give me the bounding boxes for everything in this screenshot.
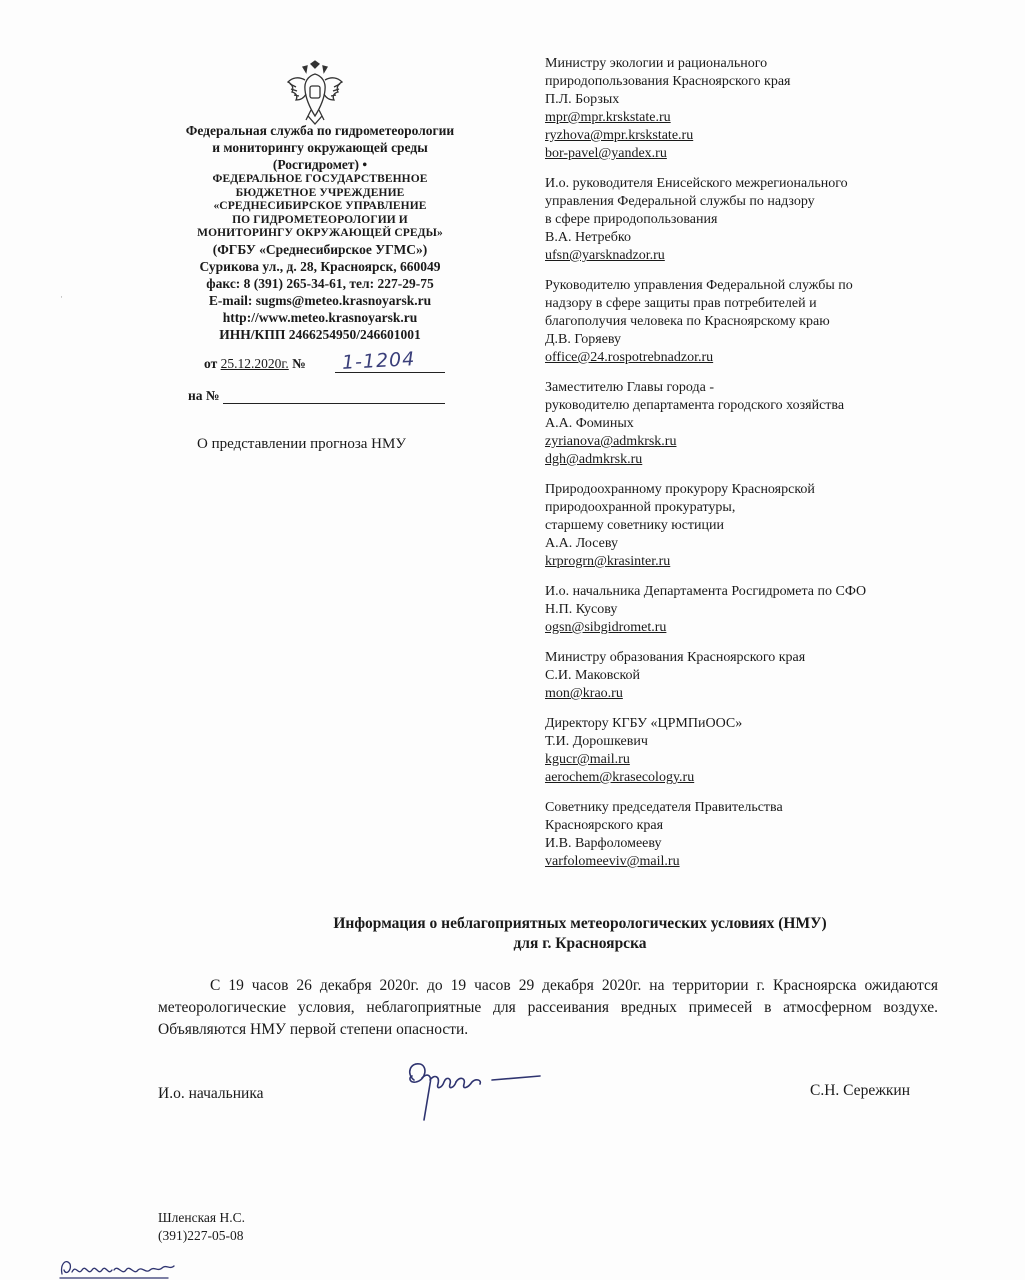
- addressee-email: mpr@mpr.krskstate.ru: [545, 110, 671, 125]
- addressee-line: А.А. Лосеву: [545, 536, 618, 551]
- addressee-line: И.В. Варфоломееву: [545, 836, 662, 851]
- addressee-line: Красноярского края: [545, 818, 664, 833]
- addressee-email: zyrianova@admkrsk.ru: [545, 434, 677, 449]
- addressee-block: [545, 481, 945, 571]
- org-name-line2: и мониторингу окружающей среды: [212, 140, 428, 155]
- addressee-list: [545, 55, 945, 883]
- addressee-line: И.о. руководителя Енисейского межрегионального: [545, 176, 848, 191]
- handwritten-signature: [400, 1050, 550, 1125]
- addressee-email: dgh@admkrsk.ru: [545, 452, 643, 467]
- addressee-block: [545, 277, 945, 367]
- addressee-line: И.о. начальника Департамента Росгидромета по СФО: [545, 584, 867, 599]
- letter-date-line: [204, 356, 306, 372]
- addressee-block: [545, 55, 945, 163]
- signatory-title: И.о. начальника: [158, 1085, 264, 1102]
- addressee-email: office@24.rospotrebnadzor.ru: [545, 350, 714, 365]
- executor-info: [158, 1209, 245, 1245]
- addressee-line: Министру экологии и рационального: [545, 56, 768, 71]
- addressee-line: Руководителю управления Федеральной службы по: [545, 278, 853, 293]
- signatory-name: С.Н. Сережкин: [810, 1082, 911, 1099]
- addressee-line: В.А. Нетребко: [545, 230, 631, 245]
- na-label: на №: [188, 388, 220, 403]
- addressee-line: в сфере природопользования: [545, 212, 718, 227]
- addressee-block: [545, 175, 945, 265]
- addressee-line: П.Л. Борзых: [545, 92, 620, 107]
- sender-header: [150, 122, 490, 343]
- org-short-name: (ФГБУ «Среднесибирское УГМС»): [212, 241, 428, 257]
- addressee-line: Т.И. Дорошкевич: [545, 734, 648, 749]
- addressee-line: надзору в сфере защиты прав потребителей и: [545, 296, 817, 311]
- addressee-block: [545, 583, 945, 637]
- addressee-line: А.А. Фоминых: [545, 416, 634, 431]
- addressee-line: Заместителю Главы города -: [545, 380, 714, 395]
- info-title-line1: Информация о неблагоприятных метеорологических условиях (НМУ): [333, 915, 827, 932]
- org-email: E-mail: sugms@meteo.krasnoyarsk.ru: [208, 292, 432, 308]
- addressee-line: старшему советнику юстиции: [545, 518, 724, 533]
- number-prefix: №: [292, 356, 306, 371]
- addressee-block: [545, 379, 945, 469]
- addressee-email: krprogrn@krasinter.ru: [545, 554, 671, 569]
- addressee-line: Директору КГБУ «ЦРМПиООС»: [545, 716, 743, 731]
- executor-name: Шленская Н.С.: [158, 1210, 245, 1225]
- letter-subject: О представлении прогноза НМУ: [197, 436, 406, 452]
- org-phone: факс: 8 (391) 265-34-61, тел: 227-29-75: [206, 275, 434, 291]
- org-full-name-line: ПО ГИДРОМЕТЕОРОЛОГИИ И: [232, 213, 408, 226]
- addressee-line: Советнику председателя Правительства: [545, 800, 783, 815]
- addressee-line: С.И. Маковской: [545, 668, 641, 683]
- addressee-block: [545, 799, 945, 871]
- org-name-line3: (Росгидромет) •: [272, 157, 368, 172]
- addressee-email: mon@krao.ru: [545, 686, 623, 701]
- addressee-email: ogsn@sibgidromet.ru: [545, 620, 667, 635]
- addressee-line: Природоохранному прокурору Красноярской: [545, 482, 815, 497]
- org-address: Сурикова ул., д. 28, Красноярск, 660049: [199, 258, 441, 274]
- addressee-email: ufsn@yarsknadzor.ru: [545, 248, 665, 263]
- addressee-email: ryzhova@mpr.krskstate.ru: [545, 128, 694, 143]
- addressee-email: aerochem@krasecology.ru: [545, 770, 695, 785]
- addressee-email: varfolomeeviv@mail.ru: [545, 854, 680, 869]
- executor-phone: (391)227-05-08: [158, 1228, 244, 1243]
- reference-number-line: [188, 388, 445, 404]
- addressee-line: природоохранной прокуратуры,: [545, 500, 736, 515]
- coat-of-arms-eagle-icon: [284, 60, 346, 126]
- org-full-name-line: «СРЕДНЕСИБИРСКОЕ УПРАВЛЕНИЕ: [213, 200, 427, 212]
- addressee-line: руководителю департамента городского хозяйства: [545, 398, 845, 413]
- executor-initials-signature: [58, 1254, 178, 1280]
- org-name-line1: Федеральная служба по гидрометеорологии: [185, 123, 455, 138]
- date-prefix: от: [204, 356, 218, 371]
- addressee-line: Министру образования Красноярского края: [545, 650, 806, 665]
- org-inn: ИНН/КПП 2466254950/246601001: [219, 326, 421, 342]
- info-title-line2: для г. Красноярска: [513, 935, 647, 952]
- addressee-block: [545, 715, 945, 787]
- org-full-name-line: МОНИТОРИНГУ ОКРУЖАЮЩЕЙ СРЕДЫ»: [197, 227, 443, 239]
- addressee-line: Н.П. Кусову: [545, 602, 618, 617]
- addressee-email: bor-pavel@yandex.ru: [545, 146, 667, 161]
- addressee-line: благополучия человека по Красноярскому краю: [545, 314, 830, 329]
- org-website: http://www.meteo.krasnoyarsk.ru: [222, 309, 418, 325]
- letter-date: 25.12.2020г.: [220, 356, 289, 371]
- addressee-block: [545, 649, 945, 703]
- reference-number-blank: [223, 389, 445, 404]
- info-title: [150, 914, 1010, 954]
- info-body: С 19 часов 26 декабря 2020г. до 19 часов 29 декабря 2020г. на территории г. Красноярска ожидаются метеорологические условия, неблагоприятные для рассеивания вредных примесей в атмосферном воздухе. Объявляются НМУ первой степени опасности.: [158, 977, 938, 1038]
- addressee-line: природопользования Красноярского края: [545, 74, 791, 89]
- scan-mark: ·: [60, 292, 63, 302]
- addressee-line: управления Федеральной службы по надзору: [545, 194, 815, 209]
- org-full-name-line: БЮДЖЕТНОЕ УЧРЕЖДЕНИЕ: [235, 186, 405, 199]
- addressee-email: kgucr@mail.ru: [545, 752, 630, 767]
- addressee-line: Д.В. Горяеву: [545, 332, 622, 347]
- org-full-name-line: ФЕДЕРАЛЬНОЕ ГОСУДАРСТВЕННОЕ: [212, 173, 428, 185]
- letter-number-handwritten: 1-1204: [341, 348, 416, 374]
